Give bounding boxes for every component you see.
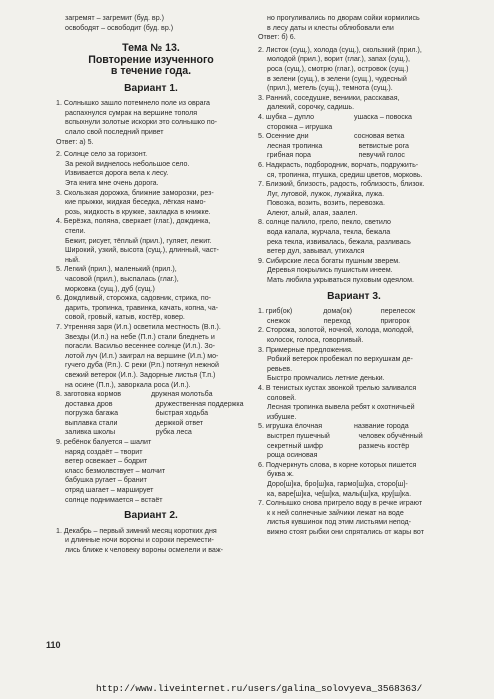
task-9: 9. ребёнок балуется – шалит наряд создаёт – творит ветер освежает – бодрит класс безмолвствует – молчит бабушка ругает – бранит отряд шагает – марширует солнце поднимается – встаёт (56, 438, 166, 504)
page-number: 110 (46, 640, 61, 650)
answer: Ответ: б) 6. (258, 33, 296, 42)
task-9b: 9. Сибирские леса богаты пушным зверем. Деревья покрылись пушистым инеем. Мать любила укрываться пуховым одеялом. (258, 256, 414, 285)
task-1: 1. Солнышко зашло потемнело поле из оврага распахнулся сумрак на вершине тополя вспыхнули золотые искорки это солнышко по- слало свой последний привет (56, 99, 218, 137)
left-column (56, 14, 246, 556)
theme-title: Тема № 13. Повторение изученного в течение года. (88, 42, 214, 78)
task-7: 7. Утренняя заря (И.п.) осветила местность (В.п.). Звезды (И.п.) на небе (П.п.) стали бледнеть и погасли. Васильо весеннее солнце (И.п.). Зо- лотой луч (И.п.) заиграл на вершине (И.п.) мо- гучего дуба (Р.п.). С реки (Р.п.) потянул нежной свежий ветерок (И.п.). Задорные листья (Т.п.) на осине (П.п.), заворкала роса (И.п.). (56, 322, 221, 389)
variant-2-heading: Вариант 2. (124, 510, 178, 522)
answer: Ответ: а) 5. (56, 137, 94, 146)
task-4b: 4. шубка – дупло ушаска – повоска сторожка – игрушка (258, 112, 412, 131)
task-7b: 7. Близкий, близость, радость, гоблизость, близок. Луг, луговой, лужок, лужайка, лужа. Повозка, возить, возить, перевозка. Алеют, алый, алая, заалел. (258, 180, 425, 217)
task-8: 8. заготовка кормов дружная молотьба доставка дров дружественная поддержка погрузка багажа быстрая ходьба выплавка стали держкой ответ заливка школы рубка леса (56, 390, 244, 437)
top-line: освободят – освободит (буд. вр.) (65, 23, 174, 32)
task-3b: 3. Ранний, соседушке, вениики, расскавая, далекий, сорочку, садишь. (258, 93, 400, 112)
task-2b: 2. Листок (сущ.), холода (сущ.), скользкий (прил.), молодой (прил.), ворит (глаг.), запах (сущ.), роса (сущ.), смотрю (глаг.), островок (сущ.) в зелени (сущ.), в зелени (сущ.), чудесный (прил.), метель (сущ.), темнота (сущ.). (258, 45, 422, 93)
task-6b: 6. Надкрасть, подбородник, ворчать, подружить- ся, тропинка, птушка, средиш цветов, морковь. (258, 160, 423, 179)
task-c5: 5. игрушка ёлочная название города выстрел пушечный человек обучённый секретный шифр разжечь костёр роща осиновая (258, 422, 423, 460)
top-line: загремят – загремит (буд. вр.) (65, 14, 164, 22)
task-c3: 3. Примерные предложения. Робкий ветерок пробежал по верхушкам де- ревьев. Быстро промчались летние деньки. (258, 345, 413, 383)
task-c4: 4. В тенистых кустах звонкой трелью заливался соловей. Лесная тропинка вывела ребят к охотничьей избушке. (258, 383, 417, 421)
task-c6: 6. Подчеркнуть слова, в корне которых пишется буква ж. Доро[ш]ка, бро[ш]ка, гармо[ш]ка, сторо[ш]- ка, варе[ш]ка, че[ш]ка, малы[ш]ка, кру[ш]ка. (258, 460, 417, 498)
task-3: 3. Скользкая дорожка, ближние заморозки, рез- кие прыжки, жидкая беседка, лёгкая намо- розь, жидкость в кружке, закладка в книжке. (56, 188, 214, 216)
task-5b: 5. Осенние дни сосновая ветка лесная тропинка ветвистые рога грибная пора певучий голос (258, 132, 409, 160)
source-url-watermark: http://www.liveinternet.ru/users/galina_solovyeva_3568363/ (96, 683, 423, 694)
task-2: 2. Солнце село за горизонт. За рекой виднелось небольшое село. Извивается дорога вела к лесу. Эта книга мне очень дорога. (56, 150, 190, 188)
task-8b: 8. солнце палило, грело, пекло, светило вода капала, журчала, текла, бежала река текла, извивалась, бежала, разливась ветер дул, завывал, утихался (258, 218, 411, 256)
variant-1-heading: Вариант 1. (124, 82, 178, 94)
variant-3-heading: Вариант 3. (327, 290, 381, 302)
task-b1: 1. Декабрь – первый зимний месяц коротких дня и длинные ночи вороны и сороки перемести- лись ближе к человеку вороны осмелели и важ- (56, 526, 223, 554)
task-c1: 1. гриб(ок) дома(ок) перелесок снежок переход пригорок (258, 307, 416, 325)
task-5: 5. Легкий (прил.), маленький (прил.), часовой (прил.), выспалась (глаг.), морковка (сущ.), дуб (сущ.) (56, 265, 179, 293)
task-4: 4. Берёзка, поляна, сверкает (глаг.), дождинка, стели. Бежит, рисует, тёплый (прил.), гуляет, лежит. Широкий, узкий, высота (сущ.), длинный, част- ный. (56, 217, 219, 264)
right-column: но прогуливались по дворам сойки кормились в лесу даты и клесты облюбовали ели Ответ: б) 6. 2. Листок (сущ.), холода (сущ.), скользкий (прил.), молодой (прил.), ворит (глаг.), запах (сущ.), роса (сущ.), смотрю (глаг.), островок (сущ.) в зелени (сущ.), в зелени (сущ.), чудесный (прил.), метель (сущ.), темнота (сущ.). 3. Ранний, соседушке, вениики, расскавая, далекий, сорочку, садишь. 4. шубка – дупло ушаска – повоска сторожка – игрушка 5. Осенние дни сосновая ветка лесная тропинка ветвистые рога грибная пора певучий голос 6. Надкрасть, подбородник, ворчать, подружить- ся, тропинка, птушка, средиш цветов, морковь. 7. Близкий, близость, радость, гоблизость, близок. Луг, луговой, лужок, лужайка, лужа. Повозка, возить, возить, перевозка. Алеют, алый, алая, заалел. 8. солнце палило, грело, пекло, светило вода капала, журчала, текла, бежала река текла, извивалась, бежала, разливась ветер дул, завывал, утихался 9. Сибирские леса богаты пушным зверем. Деревья покрылись пушистым инеем. Мать любила укрываться пуховым одеялом. Вариант 3. 1. гриб(ок) дома(ок) перелесок снежок переход пригорок 2. Сторожа, золотой, ночной, холода, молодой, колосок, голоса, говорливый. 3. Примерные предложения. Робкий ветерок пробежал по верхушкам де- ревьев. Быстро промчались летние деньки. 4. В тенистых кустах звонкой трелью заливался соловей. Лесная тропинка вывела ребят к охотничьей избушке. 5. игрушка ёлочная название города выстрел пушечный человек обучённый секретный шифр разжечь костёр роща осиновая 6. Подчеркнуть слова, в корне которых пишется буква ж. Доро[ш]ка, бро[ш]ка, гармо[ш]ка, сторо[ш]- ка, варе[ш]ка, че[ш]ка, малы[ш]ка, кру[ш]ка. 7. Солнышко снова пригрело воду в речке играют к к ней солнечные зайчики лежат на воде листья кувшинок под этим листьями непод- вижно стоят рыбки они спрятались от жары вот (258, 14, 450, 537)
task-c2: 2. Сторожа, золотой, ночной, холода, молодой, колосок, голоса, говорливый. (258, 326, 414, 344)
task-c7: 7. Солнышко снова пригрело воду в речке играют к к ней солнечные зайчики лежат на воде листья кувшинок под этим листьями непод- вижно стоят рыбки они спрятались от жары вот (258, 499, 424, 536)
task-6: 6. Дождливый, сторожка, садовник, стрика, по- дарить, тропинка, травинка, качать, копна, ча- совой, гровый, катыв, костёр, ковер. (56, 294, 219, 322)
